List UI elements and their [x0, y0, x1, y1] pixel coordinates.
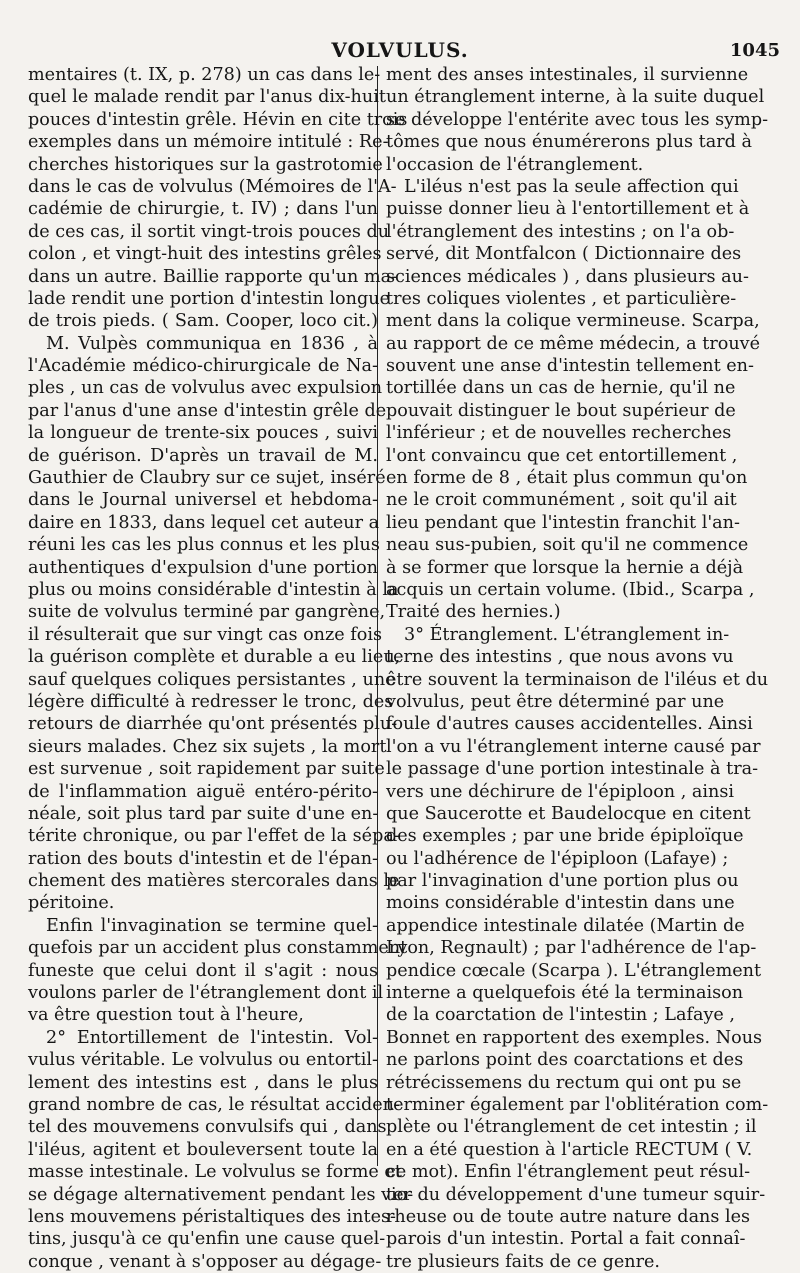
text-line: masse intestinale. Le volvulus se forme et [28, 1162, 402, 1183]
text-line: M. Vulpès communiqua en 1836 , à [46, 333, 378, 354]
text-line: mentaires (t. IX, p. 278) un cas dans le- [28, 65, 381, 85]
text-line: grand nombre de cas, le résultat acciden- [28, 1094, 400, 1115]
text-line: en a été question à l'article RECTUM ( V. [386, 1139, 753, 1160]
text-line: quel le malade rendit par l'anus dix-huit [28, 87, 386, 108]
text-line: authentiques d'expulsion d'une portion [28, 557, 378, 578]
text-line: le passage d'une portion intestinale à tra- [386, 759, 759, 780]
text-line: L'iléus n'est pas la seule affection qui [404, 176, 739, 197]
text-line: l'iléus, agitent et bouleversent toute la [28, 1139, 378, 1160]
text-line: tortillée dans un cas de hernie, qu'il ne [386, 378, 736, 399]
text-line: lens mouvemens péristaltiques des intes- [28, 1206, 396, 1227]
text-line: va être question tout à l'heure, [28, 1005, 304, 1026]
text-line: tel des mouvemens convulsifs qui , dans [28, 1117, 387, 1138]
text-line: conque , venant à s'opposer au dégage- [28, 1251, 382, 1272]
text-line: parois d'un intestin. Portal a fait connaî- [386, 1229, 746, 1250]
text-line: lieu pendant que l'intestin franchit l'an- [386, 512, 740, 533]
text-line: puisse donner lieu à l'entortillement et à [386, 199, 750, 220]
text-line: dans un autre. Baillie rapporte qu'un ma- [28, 266, 398, 287]
text-line: cadémie de chirurgie, t. IV) ; dans l'un [28, 199, 378, 220]
text-line: lement des intestins est , dans le plus [28, 1072, 378, 1093]
text-line: daire en 1833, dans lequel cet auteur a [28, 512, 380, 533]
text-line: vulus véritable. Le volvulus ou entortil- [28, 1050, 378, 1071]
text-line: 3° Étranglement. L'étranglement in- [404, 624, 730, 645]
text-line: pouvait distinguer le bout supérieur de [386, 400, 736, 421]
text-line: légère difficulté à redresser le tronc, des [28, 691, 394, 712]
text-line: un étranglement interne, à la suite duquel [386, 87, 765, 108]
text-line: par l'invagination d'une portion plus ou [386, 871, 739, 892]
text-line: 2° Entortillement de l'intestin. Vol- [46, 1027, 378, 1048]
text-line: se développe l'entérite avec tous les symp- [386, 109, 769, 130]
text-line: Traité des hernies.) [386, 602, 561, 623]
text-line: est survenue , soit rapidement par suite [28, 759, 385, 780]
text-line: plète ou l'étranglement de cet intestin ; il [386, 1117, 757, 1138]
text-line: servé, dit Montfalcon ( Dictionnaire des [386, 244, 742, 265]
page-number: 1045 [729, 40, 780, 61]
text-line: rétrécissemens du rectum qui ont pu se [386, 1072, 742, 1093]
text-line: l'on a vu l'étranglement interne causé par [386, 736, 761, 757]
text-line: funeste que celui dont il s'agit : nous [28, 960, 378, 981]
text-line: la longueur de trente-six pouces , suivi [28, 423, 378, 444]
text-line: dans le Journal universel et hebdoma- [28, 490, 378, 511]
left-column [28, 64, 414, 1273]
text-line: tômes que nous énumérerons plus tard à [386, 132, 752, 153]
text-line: l'Académie médico-chirurgicale de Na- [28, 356, 378, 377]
text-line: ou l'adhérence de l'épiploon (Lafaye) ; [386, 848, 729, 869]
text-line: ce mot). Enfin l'étranglement peut résul- [386, 1162, 751, 1183]
text-line: acquis un certain volume. (Ibid., Scarpa , [386, 579, 755, 600]
text-line: de guérison. D'après un travail de M. [28, 445, 378, 466]
text-line: l'étranglement des intestins ; on l'a ob- [386, 221, 735, 242]
text-line: terminer également par l'oblitération com- [386, 1094, 769, 1115]
text-line: sauf quelques coliques persistantes , une [28, 669, 396, 690]
text-line: interne a quelquefois été la terminaison [386, 983, 744, 1004]
text-line: il résulterait que sur vingt cas onze fois [28, 624, 383, 645]
text-line: pouces d'intestin grêle. Hévin en cite trois [28, 109, 408, 130]
text-line: péritoine. [28, 893, 115, 914]
text-line: appendice intestinale dilatée (Martin de [386, 915, 745, 936]
text-line: que Saucerotte et Baudelocque en citent [386, 803, 751, 824]
text-line: se dégage alternativement pendant les vio- [28, 1184, 414, 1205]
text-line: à se former que lorsque la hernie a déjà [386, 557, 744, 578]
text-line: Lyon, Regnault) ; par l'adhérence de l'ap- [386, 938, 757, 959]
text-line: terne des intestins , que nous avons vu [386, 647, 734, 668]
text-line: colon , et vingt-huit des intestins grêles [28, 244, 382, 265]
text-line: lade rendit une portion d'intestin longue [28, 288, 390, 309]
text-line: ter du développement d'une tumeur squir- [386, 1184, 766, 1205]
text-line: néale, soit plus tard par suite d'une en- [28, 803, 379, 824]
text-line: quefois par un accident plus constamment [28, 938, 408, 959]
text-line: Enfin l'invagination se termine quel- [46, 915, 378, 936]
text-line: moins considérable d'intestin dans une [386, 893, 735, 914]
text-line: Bonnet en rapportent des exemples. Nous [386, 1027, 763, 1048]
text-line: l'occasion de l'étranglement. [386, 154, 644, 175]
text-line: des exemples ; par une bride épiploïque [386, 826, 744, 847]
text-line: voulons parler de l'étranglement dont il [28, 983, 384, 1004]
text-line: la guérison complète et durable a eu lieu, [28, 647, 401, 668]
text-line: l'ont convaincu que cet entortillement , [386, 445, 738, 466]
text-line: suite de volvulus terminé par gangrène, [28, 602, 386, 623]
text-line: être souvent la terminaison de l'iléus et du [386, 669, 769, 690]
text-line: dans le cas de volvulus (Mémoires de l'A- [28, 176, 397, 197]
text-line: en forme de 8 , était plus commun qu'on [386, 468, 748, 489]
text-line: ration des bouts d'intestin et de l'épan- [28, 848, 378, 869]
text-line: ne parlons point des coarctations et des [386, 1050, 744, 1071]
text-line: au rapport de ce même médecin, a trouvé [386, 333, 761, 354]
text-line: de ces cas, il sortit vingt-trois pouces du [28, 221, 390, 242]
text-line: tres coliques violentes , et particulière- [386, 288, 737, 309]
text-line: tins, jusqu'à ce qu'enfin une cause quel- [28, 1229, 386, 1250]
text-line: sciences médicales ) , dans plusieurs au- [386, 266, 749, 287]
text-line: térite chronique, ou par l'effet de la sépa- [28, 826, 400, 847]
text-line: retours de diarrhée qu'ont présentés plu- [28, 714, 398, 735]
text-line: cherches historiques sur la gastrotomie [28, 154, 383, 175]
text-line: foule d'autres causes accidentelles. Ainsi [386, 714, 753, 735]
text-line: souvent une anse d'intestin tellement en- [386, 356, 754, 377]
text-line: ples , un cas de volvulus avec expulsion [28, 378, 383, 399]
text-line: par l'anus d'une anse d'intestin grêle de [28, 400, 387, 421]
text-line: plus ou moins considérable d'intestin à la [28, 579, 399, 600]
right-column [386, 64, 769, 1273]
text-line: rheuse ou de toute autre nature dans les [386, 1206, 751, 1227]
text-line: de l'inflammation aiguë entéro-périto- [28, 781, 378, 802]
text-line: de la coarctation de l'intestin ; Lafaye , [386, 1005, 735, 1026]
text-line: chement des matières stercorales dans le [28, 871, 400, 892]
text-line: ment dans la colique vermineuse. Scarpa, [386, 311, 760, 332]
text-line: ment des anses intestinales, il survienne [386, 65, 749, 85]
text-line: sieurs malades. Chez six sujets , la mort [28, 736, 387, 757]
text-line: exemples dans un mémoire intitulé : Re- [28, 132, 389, 153]
text-line: ne le croit communément , soit qu'il ait [386, 490, 737, 511]
text-line: Gauthier de Claubry sur ce sujet, inséré [28, 468, 386, 489]
text-line: l'inférieur ; et de nouvelles recherches [386, 423, 732, 444]
text-line: tre plusieurs faits de ce genre. [386, 1251, 661, 1272]
text-line: de trois pieds. ( Sam. Cooper, loco cit.) [28, 311, 378, 332]
text-line: réuni les cas les plus connus et les plus [28, 535, 380, 556]
text-line: volvulus, peut être déterminé par une [386, 691, 725, 712]
text-line: pendice cœcale (Scarpa ). L'étranglement [386, 960, 762, 981]
text-line: neau sus-pubien, soit qu'il ne commence [386, 535, 749, 556]
text-line: vers une déchirure de l'épiploon , ainsi [386, 781, 735, 802]
running-title: VOLVULUS. [331, 38, 469, 62]
